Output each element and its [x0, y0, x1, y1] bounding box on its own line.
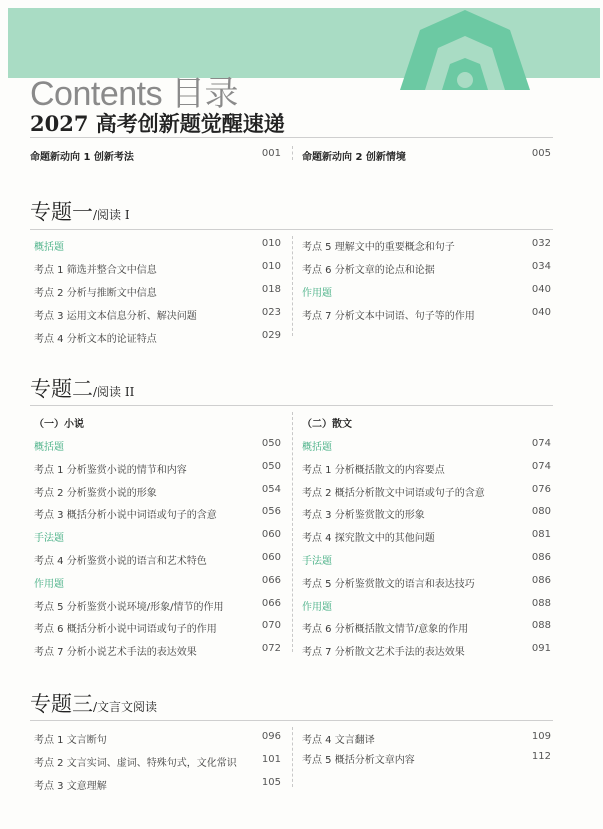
category-label: 作用题: [34, 578, 64, 590]
category-label: 作用题: [302, 288, 332, 299]
toc-entry: 考点 3 分析鉴赏散文的形象: [302, 510, 425, 522]
toc-entry: 考点 6 分析文章的论点和论据: [302, 265, 435, 276]
contents-heading: Contents 目录: [30, 75, 239, 113]
decorative-pattern-icon: [380, 0, 540, 90]
intro-1: 命题新动向 1 创新考法: [30, 152, 134, 163]
page-number: 050: [261, 438, 281, 449]
page-number: 066: [261, 574, 281, 586]
toc-entry: 考点 4 探究散文中的其他问题: [302, 533, 435, 545]
toc-entry: 考点 3 概括分析小说中词语或句子的含意: [34, 510, 217, 522]
page-number: 060: [261, 552, 281, 563]
page-number: 076: [531, 483, 551, 495]
intro-2: 命题新动向 2 创新情境: [302, 152, 406, 163]
toc-entry: 考点 1 筛选并整合文中信息: [34, 265, 157, 276]
page-number: 088: [531, 597, 551, 609]
toc-entry: 考点 4 分析鉴赏小说的语言和艺术特色: [34, 556, 207, 567]
page-number: 054: [261, 483, 281, 495]
toc-entry: 考点 2 文言实词、虚词、特殊句式，文化常识: [34, 758, 237, 769]
page-number: 086: [531, 552, 551, 563]
toc-entry: 考点 3 运用文本信息分析、解决问题: [34, 311, 197, 322]
page-number: 074: [531, 460, 551, 472]
page-number: 032: [531, 238, 551, 249]
topic2-title: 专题二/阅读 II: [30, 377, 135, 401]
page-number: 029: [261, 330, 281, 341]
page-number: 070: [261, 620, 281, 632]
toc-entry: 考点 5 分析鉴赏小说环境/形象/情节的作用: [34, 601, 224, 613]
toc-entry: 考点 4 文言翻译: [302, 735, 375, 746]
category-label: 作用题: [302, 601, 332, 613]
page-number: 060: [261, 529, 281, 541]
divider: [30, 137, 553, 138]
separator: [292, 236, 293, 336]
page-number: 010: [261, 238, 281, 249]
page-number: 050: [261, 460, 281, 472]
toc-entry: 考点 2 分析鉴赏小说的形象: [34, 487, 157, 499]
page-title: 2027 高考创新题觉醒速递: [30, 111, 285, 136]
page-number: 088: [531, 620, 551, 632]
toc-entry: 考点 5 概括分析文章内容: [302, 755, 415, 766]
page-number: 072: [261, 643, 281, 655]
prose-heading: （二）散文: [302, 419, 352, 430]
intro-2-page: 005: [531, 148, 551, 159]
page-number: 091: [531, 643, 551, 655]
page-number: 066: [261, 597, 281, 609]
page-number: 109: [531, 731, 551, 742]
intro-1-page: 001: [261, 148, 281, 159]
toc-entry: 考点 7 分析散文艺术手法的表达效果: [302, 647, 465, 659]
separator: [292, 412, 293, 652]
toc-entry: 考点 1 文言断句: [34, 735, 107, 746]
page-number: 056: [261, 506, 281, 518]
page-number: 112: [531, 751, 551, 762]
novel-heading: （一）小说: [34, 419, 84, 430]
toc-entry: 考点 2 分析与推断文中信息: [34, 288, 157, 299]
toc-entry: 考点 6 分析概括散文情节/意象的作用: [302, 624, 469, 636]
page-number: 023: [261, 307, 281, 318]
toc-entry: 考点 1 分析鉴赏小说的情节和内容: [34, 464, 187, 476]
toc-entry: 考点 1 分析概括散文的内容要点: [302, 464, 445, 476]
divider: [30, 720, 553, 721]
category-label: 概括题: [34, 442, 64, 453]
page-number: 040: [531, 307, 551, 318]
topic3-title: 专题三/文言文阅读: [30, 692, 158, 716]
divider: [30, 405, 553, 406]
page-number: 074: [531, 438, 551, 449]
toc-entry: 考点 7 分析小说艺术手法的表达效果: [34, 647, 197, 659]
separator: [292, 146, 293, 160]
category-label: 概括题: [302, 442, 332, 453]
category-label: 概括题: [34, 242, 64, 253]
page-number: 086: [531, 574, 551, 586]
toc-entry: 考点 5 理解文中的重要概念和句子: [302, 242, 455, 253]
page-number: 010: [261, 261, 281, 272]
page-number: 105: [261, 777, 281, 788]
page-number: 018: [261, 284, 281, 295]
category-label: 手法题: [302, 556, 332, 567]
toc-entry: 考点 5 分析鉴赏散文的语言和表达技巧: [302, 578, 475, 590]
page-number: 101: [261, 754, 281, 765]
page-number: 034: [531, 261, 551, 272]
topic1-title: 专题一/阅读 I: [30, 200, 130, 224]
page-number: 096: [261, 731, 281, 742]
toc-entry: 考点 3 文意理解: [34, 781, 107, 792]
toc-entry: 考点 7 分析文本中词语、句子等的作用: [302, 311, 475, 322]
divider: [30, 229, 553, 230]
separator: [292, 727, 293, 787]
toc-entry: 考点 6 概括分析小说中词语或句子的作用: [34, 624, 217, 636]
toc-entry: 考点 2 概括分析散文中词语或句子的含意: [302, 487, 485, 499]
toc-entry: 考点 4 分析文本的论证特点: [34, 334, 157, 345]
page-number: 040: [531, 284, 551, 295]
page-number: 081: [531, 529, 551, 541]
category-label: 手法题: [34, 533, 64, 545]
page-number: 080: [531, 506, 551, 518]
